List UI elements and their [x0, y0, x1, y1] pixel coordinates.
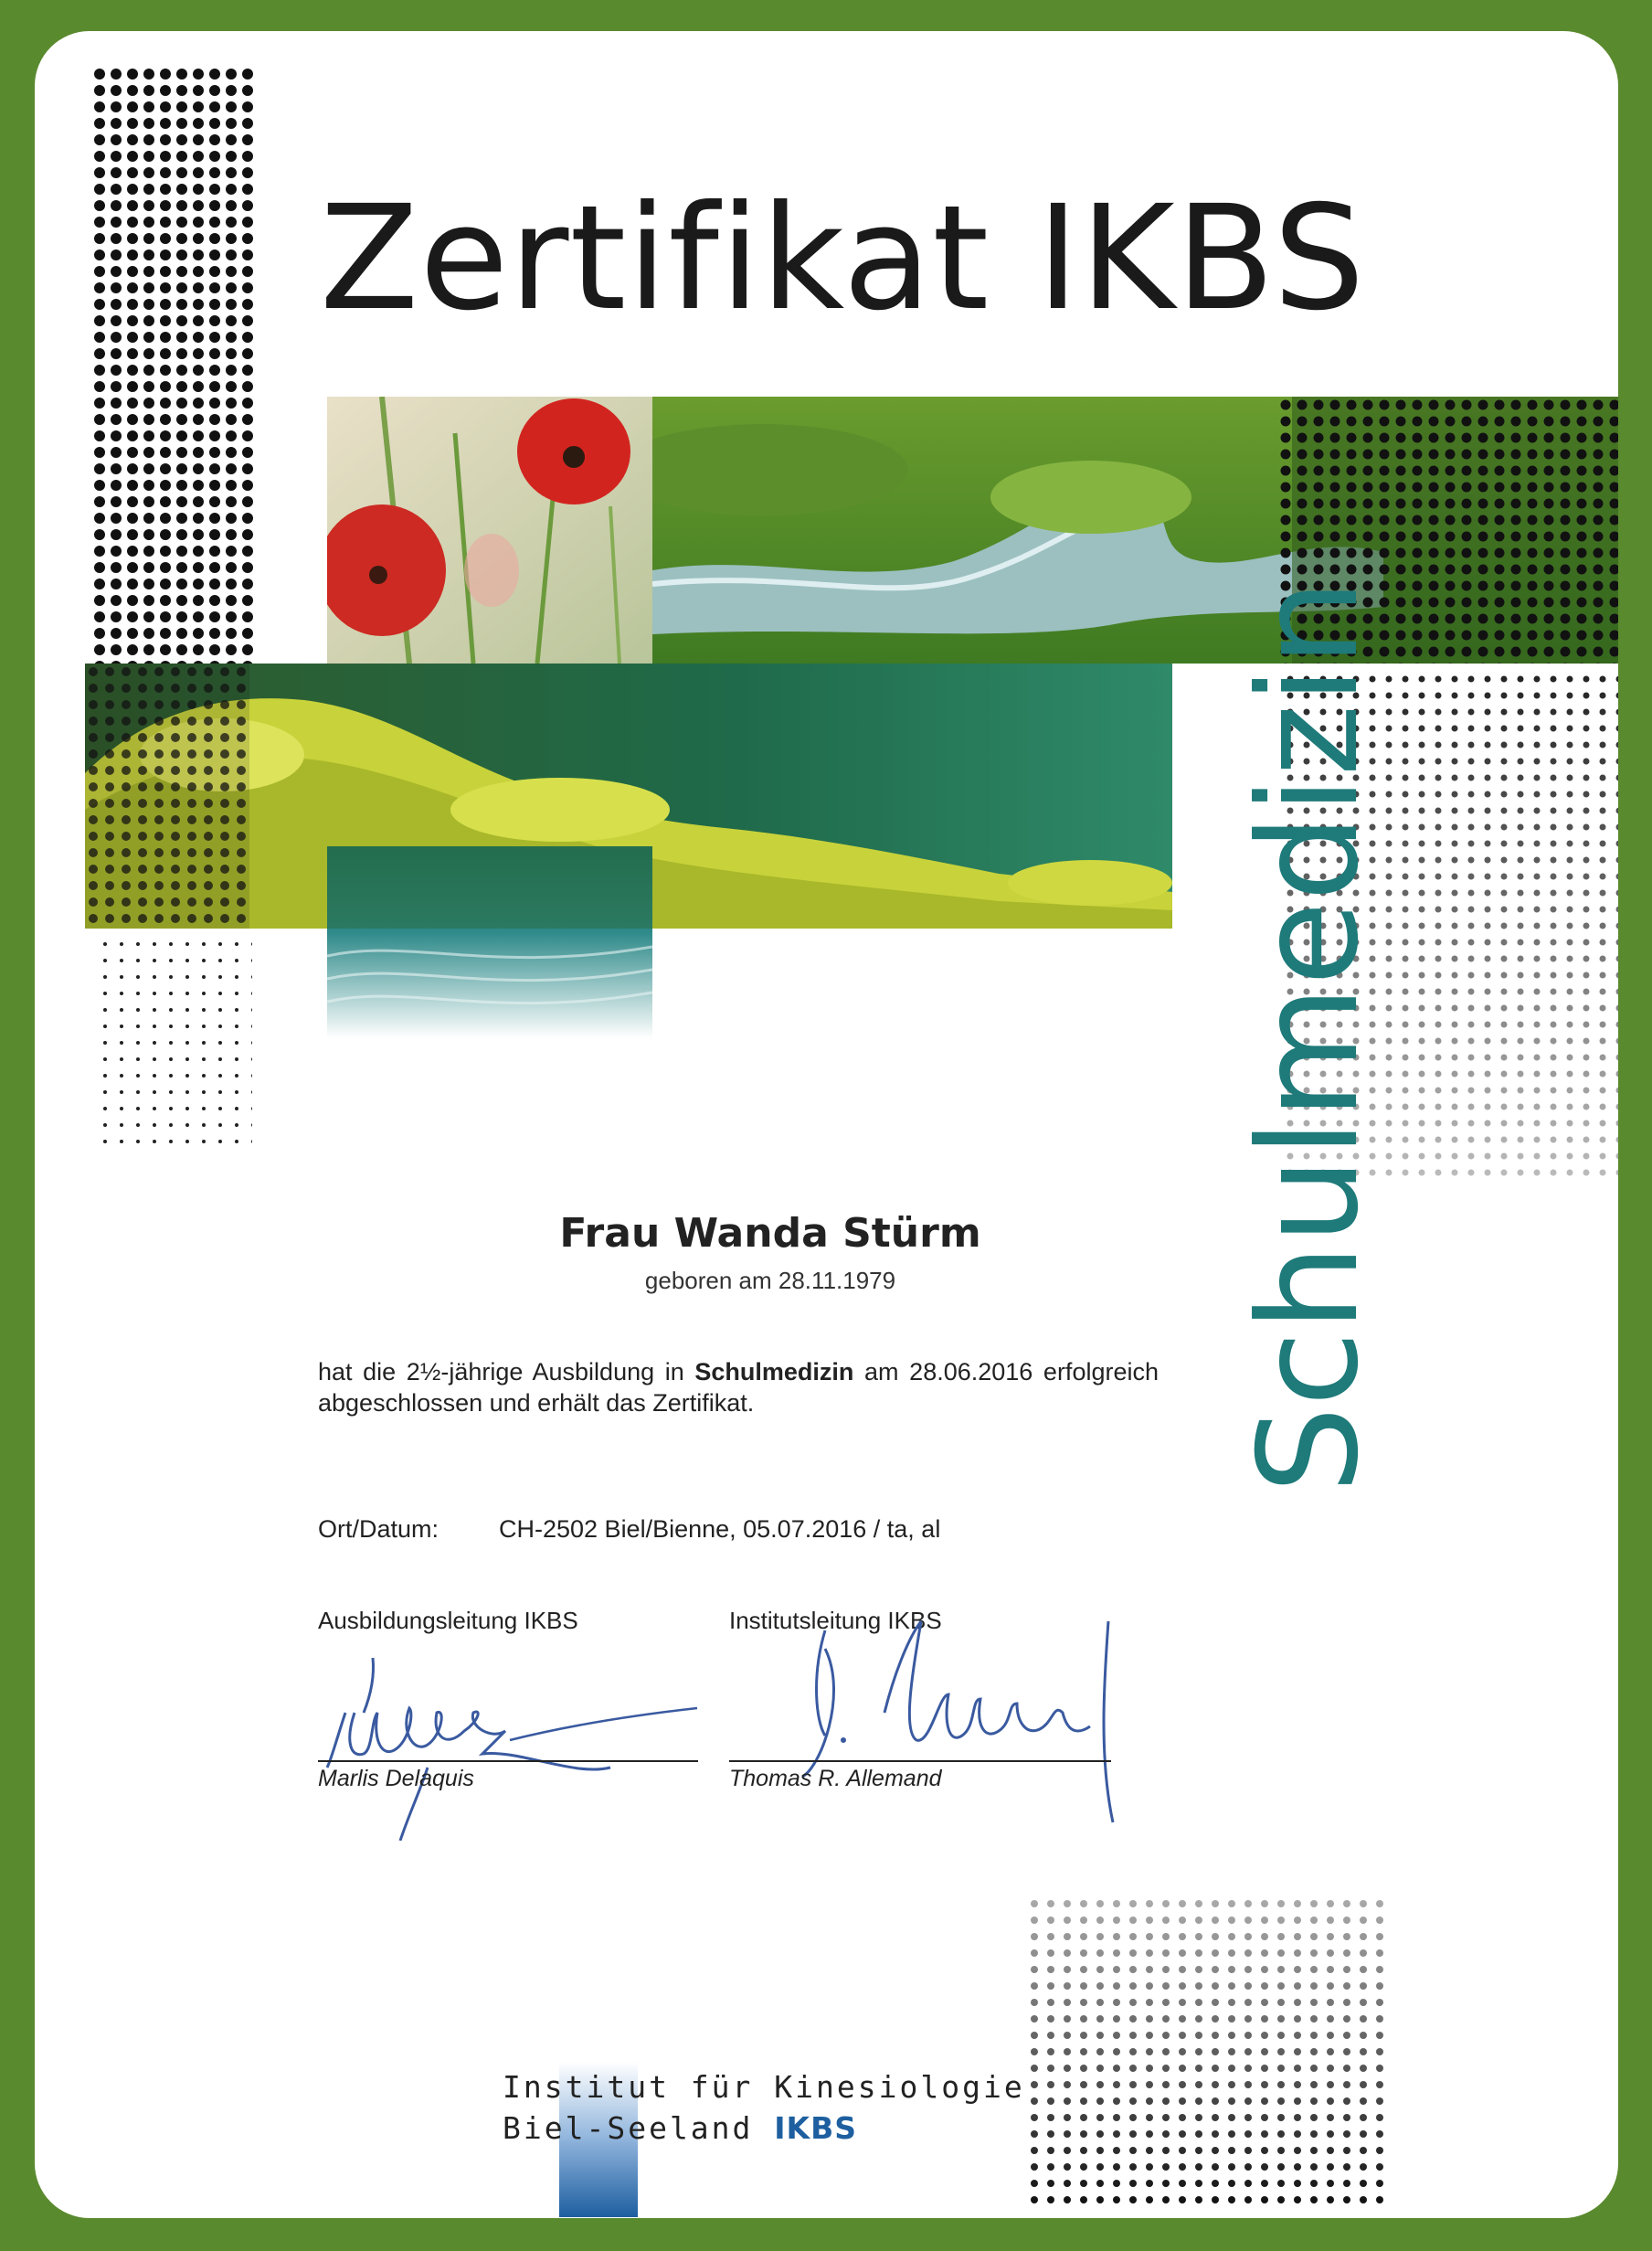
institute-name-line-2	[503, 2110, 857, 2146]
certificate-statement	[318, 1356, 1159, 1418]
dot-pattern-left-fade	[97, 936, 252, 1146]
signature-name-2: Thomas R. Allemand	[729, 1766, 942, 1791]
place-date-value: CH-2502 Biel/Bienne, 05.07.2016 / ta, al	[499, 1515, 941, 1543]
institute-name-line-1: Institut für Kinesiologie	[503, 2069, 1025, 2105]
certificate-title: Zertifikat IKBS	[320, 175, 1366, 343]
birth-date: geboren am 28.11.1979	[644, 1267, 896, 1294]
signature-line-1	[318, 1760, 698, 1762]
place-date-label: Ort/Datum:	[318, 1515, 439, 1543]
institute-abbreviation: IKBS	[774, 2110, 858, 2146]
teal-wave-tile	[327, 846, 652, 1038]
signature-name-1: Marlis Delaquis	[318, 1766, 474, 1791]
statement-part-1: hat die 2½-jährige Ausbildung in	[318, 1358, 695, 1386]
handwritten-signature-2	[747, 1585, 1131, 1841]
signature-role-1: Ausbildungsleitung IKBS	[318, 1607, 578, 1634]
recipient-name: Frau Wanda Stürm	[559, 1210, 981, 1257]
statement-subject: Schulmedizin	[694, 1358, 854, 1386]
dot-pattern-moss-overlay	[85, 664, 249, 929]
certificate-paper	[35, 31, 1618, 2218]
handwritten-signature-1	[309, 1621, 711, 1841]
vertical-subject-title: Schulmedizin	[1230, 579, 1389, 1494]
poppy-photo	[327, 397, 652, 664]
signature-role-2: Institutsleitung IKBS	[729, 1607, 942, 1634]
dot-pattern-top-left	[91, 66, 256, 724]
statement-part-2: am 28.06.2016 erfolgreich abgeschlossen und erhält das Zertifikat.	[318, 1358, 1159, 1417]
signature-line-2	[729, 1760, 1111, 1762]
dot-pattern-bottom-right	[1026, 1895, 1392, 2206]
institute-location: Biel-Seeland	[503, 2110, 775, 2146]
